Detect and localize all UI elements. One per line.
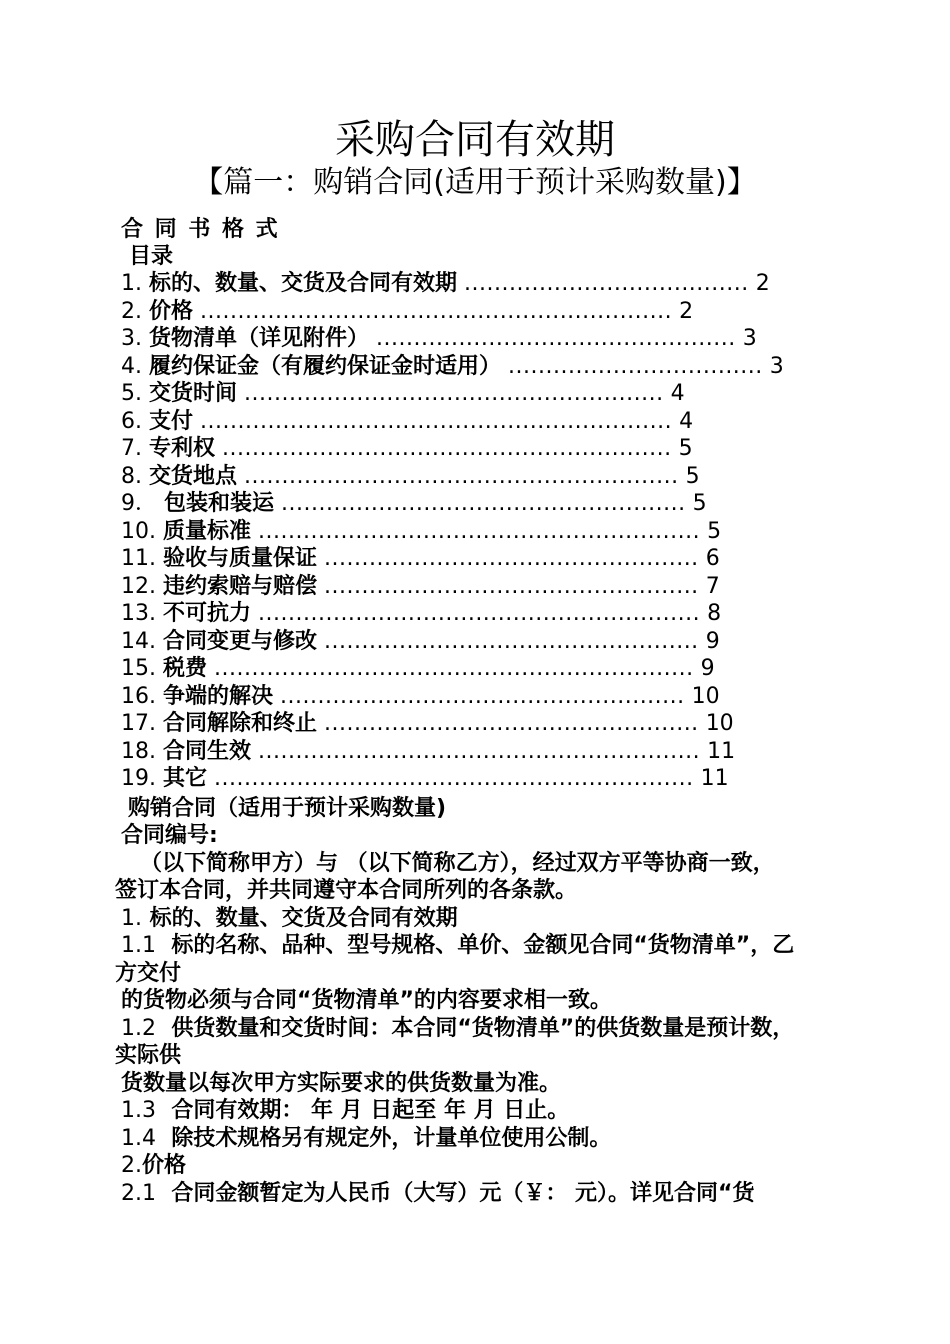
- toc-entry: [121, 655, 841, 683]
- toc-entry: [121, 325, 841, 353]
- toc-entry-label: 标的、数量、交货及合同有效期: [149, 271, 458, 296]
- toc-entry-label: 包装和装运: [164, 491, 275, 516]
- toc-entry-number: 18.: [121, 738, 156, 764]
- toc-entry-number: 14.: [121, 628, 156, 654]
- toc-entry: [121, 765, 841, 793]
- toc-entry-leader: ......................................: [464, 271, 749, 296]
- clause-1-1-line-3: 的货物必须与合同“货物清单”的内容要求相一致。: [121, 988, 612, 1013]
- clause-1-1-text-a: 标的名称、品种、型号规格、单价、金额见合同“货物清单”，乙: [171, 933, 795, 958]
- clause-1-1-number: 1.1: [121, 933, 156, 958]
- toc-entry-number: 12.: [121, 573, 156, 599]
- toc-entry-page: 10: [705, 711, 734, 736]
- toc-entry-number: 1.: [121, 271, 142, 296]
- toc-entry-label: 验收与质量保证: [163, 546, 318, 571]
- section-1-heading: [121, 905, 458, 932]
- toc-entry: [121, 518, 841, 546]
- toc-entry-page: 10: [691, 683, 720, 709]
- toc-entry-leader: ..................................................: [324, 711, 699, 736]
- toc-entry-page: 5: [685, 463, 700, 489]
- toc-entry-page: 5: [707, 518, 722, 544]
- toc-entry-leader: ...............................................................: [200, 408, 673, 434]
- toc-entry-number: 3.: [121, 326, 142, 351]
- toc-entry: [121, 683, 841, 711]
- toc-entry-page: 9: [700, 656, 715, 681]
- clause-1-1-line-2: 方交付: [115, 961, 182, 986]
- toc-entry-label: 货物清单（详见附件）: [149, 326, 370, 351]
- intro-line-2: 签订本合同，并共同遵守本合同所列的各条款。: [115, 878, 578, 903]
- toc-entry-label: 交货时间: [149, 381, 238, 406]
- toc-entry-page: 4: [670, 381, 685, 406]
- clause-1-2-line-1: [121, 1015, 794, 1042]
- clause-1-2-text-a: 供货数量和交货时间：本合同“货物清单”的供货数量是预计数，: [171, 1016, 795, 1041]
- toc-entry-label: 合同解除和终止: [163, 711, 318, 736]
- section-2-number: 2.: [121, 1153, 142, 1178]
- toc-entry-label: 其它: [163, 766, 208, 791]
- toc-entry-number: 17.: [121, 711, 156, 736]
- clause-1-3: [121, 1097, 569, 1124]
- toc-entry: [121, 408, 841, 436]
- toc-entry-number: 9．: [121, 491, 157, 516]
- toc-heading: 目录: [129, 244, 174, 269]
- clause-1-3-text: 合同有效期： 年 月 日起至 年 月 日止。: [171, 1098, 570, 1123]
- intro-line-1: （以下简称甲方）与 （以下简称乙方），经过双方平等协商一致，: [140, 851, 775, 876]
- toc-entry-number: 7.: [121, 436, 142, 461]
- toc-entry-leader: ..................................: [508, 353, 763, 379]
- toc-entry: [121, 738, 841, 766]
- clause-2-1-number: 2.1: [121, 1181, 156, 1206]
- toc-entry-page: 9: [705, 628, 720, 654]
- toc-entry-label: 税费: [163, 656, 208, 681]
- toc-entry-page: 7: [705, 573, 720, 599]
- toc-entry-leader: ..................................................: [324, 573, 699, 599]
- toc-entry-leader: ...........................................................: [258, 518, 701, 544]
- toc-entry-page: 4: [679, 408, 694, 434]
- toc-entry-page: 8: [707, 601, 722, 626]
- toc-entry-label: 交货地点: [149, 463, 238, 489]
- section-1-title: 标的、数量、交货及合同有效期: [149, 906, 458, 931]
- toc-entry-label: 履约保证金（有履约保证金时适用）: [149, 353, 502, 379]
- toc-entry-leader: ................................................: [376, 326, 736, 351]
- toc-entry-page: 11: [700, 766, 729, 791]
- toc-entry-leader: ..................................................: [324, 546, 699, 571]
- toc-entry-label: 不可抗力: [163, 601, 252, 626]
- toc-entry-number: 5.: [121, 381, 142, 406]
- toc-entry-number: 10.: [121, 518, 156, 544]
- toc-entry-number: 16.: [121, 683, 156, 709]
- toc-entry-number: 2.: [121, 298, 142, 324]
- toc-entry: [121, 298, 841, 326]
- contract-title: 购销合同（适用于预计采购数量): [128, 796, 447, 821]
- toc-entry-page: 2: [679, 298, 694, 324]
- section-1-number: 1.: [121, 906, 142, 931]
- toc-entry-label: 合同生效: [163, 738, 252, 764]
- toc-entry-page: 5: [692, 491, 707, 516]
- document-title: 采购合同有效期: [335, 117, 615, 163]
- toc-entry: [121, 463, 841, 491]
- toc-entry-label: 违约索赔与赔偿: [163, 573, 318, 599]
- section-2-title: 价格: [142, 1153, 187, 1178]
- toc-entry-number: 13.: [121, 601, 156, 626]
- clause-2-1-text: 合同金额暂定为人民币（大写）元（￥： 元）。详见合同“货: [171, 1181, 755, 1206]
- toc-entry: [121, 490, 841, 518]
- toc-entry-page: 11: [707, 738, 736, 764]
- toc-entry-number: 15.: [121, 656, 156, 681]
- toc-entry-page: 6: [705, 546, 720, 571]
- toc-entry-leader: ......................................................: [281, 491, 686, 516]
- table-of-contents: [121, 270, 841, 793]
- clause-1-2-line-2: 实际供: [115, 1043, 182, 1068]
- toc-entry-number: 8.: [121, 463, 142, 489]
- toc-entry-leader: ...........................................................: [258, 738, 701, 764]
- clause-2-1: [121, 1180, 754, 1207]
- toc-entry-leader: ......................................................: [280, 683, 685, 709]
- toc-entry-label: 价格: [149, 298, 194, 324]
- toc-entry-label: 支付: [149, 408, 194, 434]
- clause-1-4-number: 1.4: [121, 1126, 156, 1151]
- toc-entry-page: 5: [678, 436, 693, 461]
- toc-entry-label: 质量标准: [163, 518, 252, 544]
- toc-entry: [121, 380, 841, 408]
- toc-entry-number: 19.: [121, 766, 156, 791]
- toc-entry: [121, 710, 841, 738]
- toc-entry: [121, 545, 841, 573]
- clause-1-4-text: 除技术规格另有规定外，计量单位使用公制。: [171, 1126, 612, 1151]
- format-heading: 合 同 书 格 式: [121, 217, 280, 242]
- toc-entry-leader: ..........................................................: [244, 463, 679, 489]
- toc-entry-leader: ............................................................: [222, 436, 672, 461]
- toc-entry: [121, 270, 841, 298]
- document-subtitle: 【篇一：购销合同(适用于预计采购数量)】: [193, 165, 757, 200]
- toc-entry-label: 专利权: [149, 436, 216, 461]
- toc-entry: [121, 435, 841, 463]
- toc-entry: [121, 573, 841, 601]
- section-2-heading: [121, 1152, 186, 1179]
- toc-entry-number: 4.: [121, 353, 142, 379]
- toc-entry-number: 11.: [121, 546, 156, 571]
- toc-entry-label: 争端的解决: [163, 683, 274, 709]
- clause-1-3-number: 1.3: [121, 1098, 156, 1123]
- toc-entry-leader: ................................................................: [214, 766, 694, 791]
- toc-entry-page: 2: [755, 271, 770, 296]
- clause-1-2-number: 1.2: [121, 1016, 156, 1041]
- clause-1-4: [121, 1125, 611, 1152]
- toc-entry-leader: ...............................................................: [200, 298, 673, 324]
- toc-entry-leader: ..................................................: [324, 628, 699, 654]
- toc-entry-page: 3: [769, 353, 784, 379]
- toc-entry-leader: ................................................................: [214, 656, 694, 681]
- toc-entry-label: 合同变更与修改: [163, 628, 318, 654]
- toc-entry-page: 3: [742, 326, 757, 351]
- toc-entry: [121, 353, 841, 381]
- toc-entry-leader: ...........................................................: [258, 601, 701, 626]
- toc-entry-leader: ........................................................: [244, 381, 664, 406]
- toc-entry: [121, 600, 841, 628]
- clause-1-1-line-1: [121, 932, 794, 959]
- toc-entry-number: 6.: [121, 408, 142, 434]
- clause-1-2-line-3: 货数量以每次甲方实际要求的供货数量为准。: [121, 1071, 562, 1096]
- toc-entry: [121, 628, 841, 656]
- contract-number-label: 合同编号:: [121, 823, 218, 848]
